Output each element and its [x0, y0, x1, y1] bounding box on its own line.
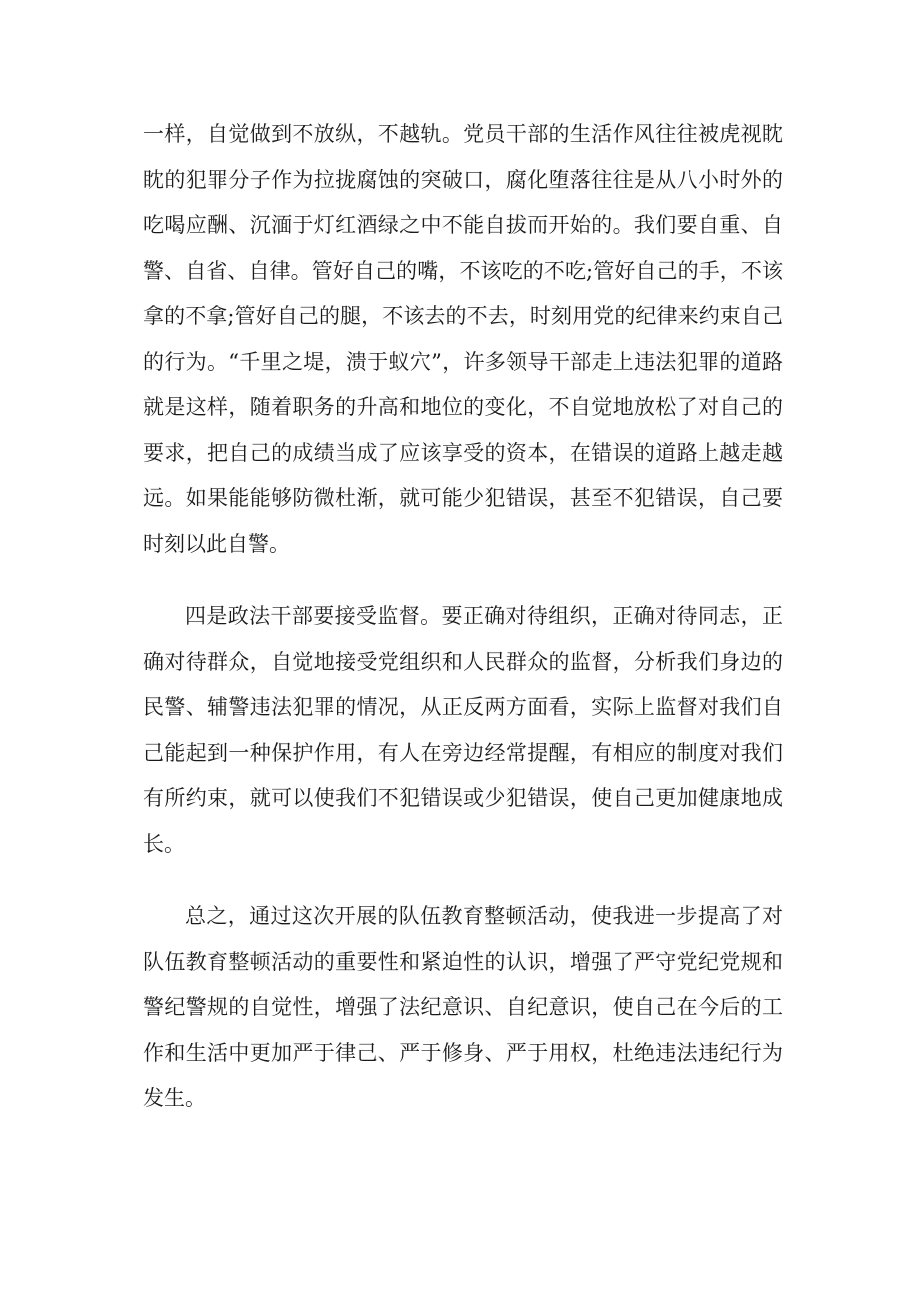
document-body: [143, 112, 783, 1122]
paragraph-continuation: 一样，自觉做到不放纵，不越轨。党员干部的生活作风往往被虎视眈眈的犯罪分子作为拉拢腐蚀的突破口，腐化堕落往往是从八小时外的吃喝应酬、沉湎于灯红酒绿之中不能自拔而开始的。我们要自重、自警、自省、自律。管好自己的嘴，不该吃的不吃;管好自己的手，不该拿的不拿;管好自己的腿，不该去的不去，时刻用党的纪律来约束自己的行为。“千里之堤，溃于蚁穴”，许多领导干部走上违法犯罪的道路就是这样，随着职务的升高和地位的变化，不自觉地放松了对自己的要求，把自己的成绩当成了应该享受的资本，在错误的道路上越走越远。如果能能够防微杜渐，就可能少犯错误，甚至不犯错误，自己要时刻以此自警。: [143, 122, 783, 556]
paragraph-gap: [143, 567, 783, 594]
paragraph-supervision: 四是政法干部要接受监督。要正确对待组织，正确对待同志，正确对待群众，自觉地接受党组织和人民群众的监督，分析我们身边的民警、辅警违法犯罪的情况，从正反两方面看，实际上监督对我们自己能起到一种保护作用，有人在旁边经常提醒，有相应的制度对我们有所约束，就可以使我们不犯错误或少犯错误，使自己更加健康地成长。: [143, 604, 783, 856]
paragraph-gap: [143, 867, 783, 894]
paragraph-conclusion: 总之，通过这次开展的队伍教育整顿活动，使我进一步提高了对队伍教育整顿活动的重要性和紧迫性的认识，增强了严守党纪党规和警纪警规的自觉性，增强了法纪意识、自纪意识，使自己在今后的工作和生活中更加严于律己、严于修身、严于用权，杜绝违法违纪行为发生。: [143, 904, 783, 1110]
